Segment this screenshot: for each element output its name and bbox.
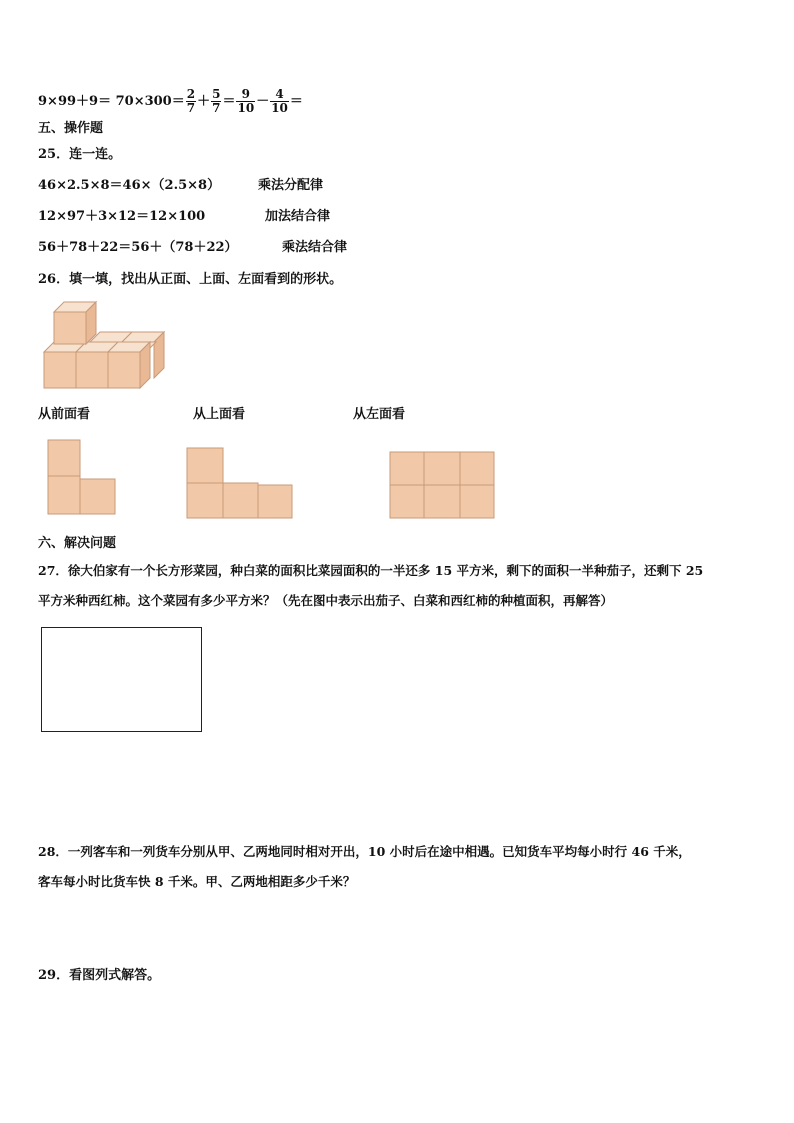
- q28-line-1: 28．一列客车和一列货车分别从甲、乙两地同时相对开出，10 小时后在途中相遇。已知货车平均每小时行 46 千米，: [38, 844, 691, 859]
- q25-left-3: 56＋78＋22＝56＋（78＋22）: [38, 240, 238, 255]
- section-6-title: 六、解决问题: [38, 536, 117, 551]
- view-front-label: 从前面看: [38, 407, 91, 422]
- fraction-2-7: $\frac{2}{7}$: [186, 87, 196, 115]
- q25-right-2: 加法结合律: [265, 209, 331, 224]
- view-left-label: 从左面看: [353, 407, 406, 422]
- q27-line-2: 平方米种西红柿。这个菜园有多少平方米？（先在图中表示出茄子、白菜和西红柿的种植面积，再解答）: [38, 593, 614, 608]
- q25-left-2: 12×97＋3×12＝12×100: [38, 209, 206, 224]
- calc-row: 9×99＋9＝ 70×300＝ $\frac{2}{7}$ ＋ $\frac{5}{7}$ ＝ $\frac{9}{10}$ － $\frac{4}{10}$ ＝: [38, 87, 303, 115]
- section-5-title: 五、操作题: [38, 121, 104, 136]
- fraction-9-10: $\frac{9}{10}$: [237, 87, 255, 115]
- cube-stack-figure: [38, 300, 178, 395]
- q25-right-1: 乘法分配律: [258, 178, 324, 193]
- q25-left-1: 46×2.5×8＝46×（2.5×8）: [38, 178, 221, 193]
- calc-expr-1: 9×99＋9＝: [38, 94, 112, 109]
- left-view-shape: [388, 450, 498, 522]
- q26-title: 26．填一填，找出从正面、上面、左面看到的形状。: [38, 272, 343, 287]
- calc-expr-2: 70×300＝: [115, 94, 185, 109]
- top-view-shape: [185, 446, 295, 526]
- q25-right-3: 乘法结合律: [282, 240, 348, 255]
- q29-title: 29．看图列式解答。: [38, 968, 161, 983]
- fraction-4-10: $\frac{4}{10}$: [271, 87, 288, 115]
- view-top-label: 从上面看: [193, 407, 246, 422]
- front-view-shape: [46, 438, 126, 518]
- q27-line-1: 27．徐大伯家有一个长方形菜园，种白菜的面积比菜园面积的一半还多 15 平方米，剩下的面积一半种茄子，还剩下 25: [38, 563, 704, 578]
- garden-rectangle[interactable]: [41, 627, 202, 732]
- fraction-5-7: $\frac{5}{7}$: [212, 87, 221, 115]
- q28-line-2: 客车每小时比货车快 8 千米。甲、乙两地相距多少千米？: [38, 874, 356, 889]
- q25-title: 25．连一连。: [38, 147, 122, 162]
